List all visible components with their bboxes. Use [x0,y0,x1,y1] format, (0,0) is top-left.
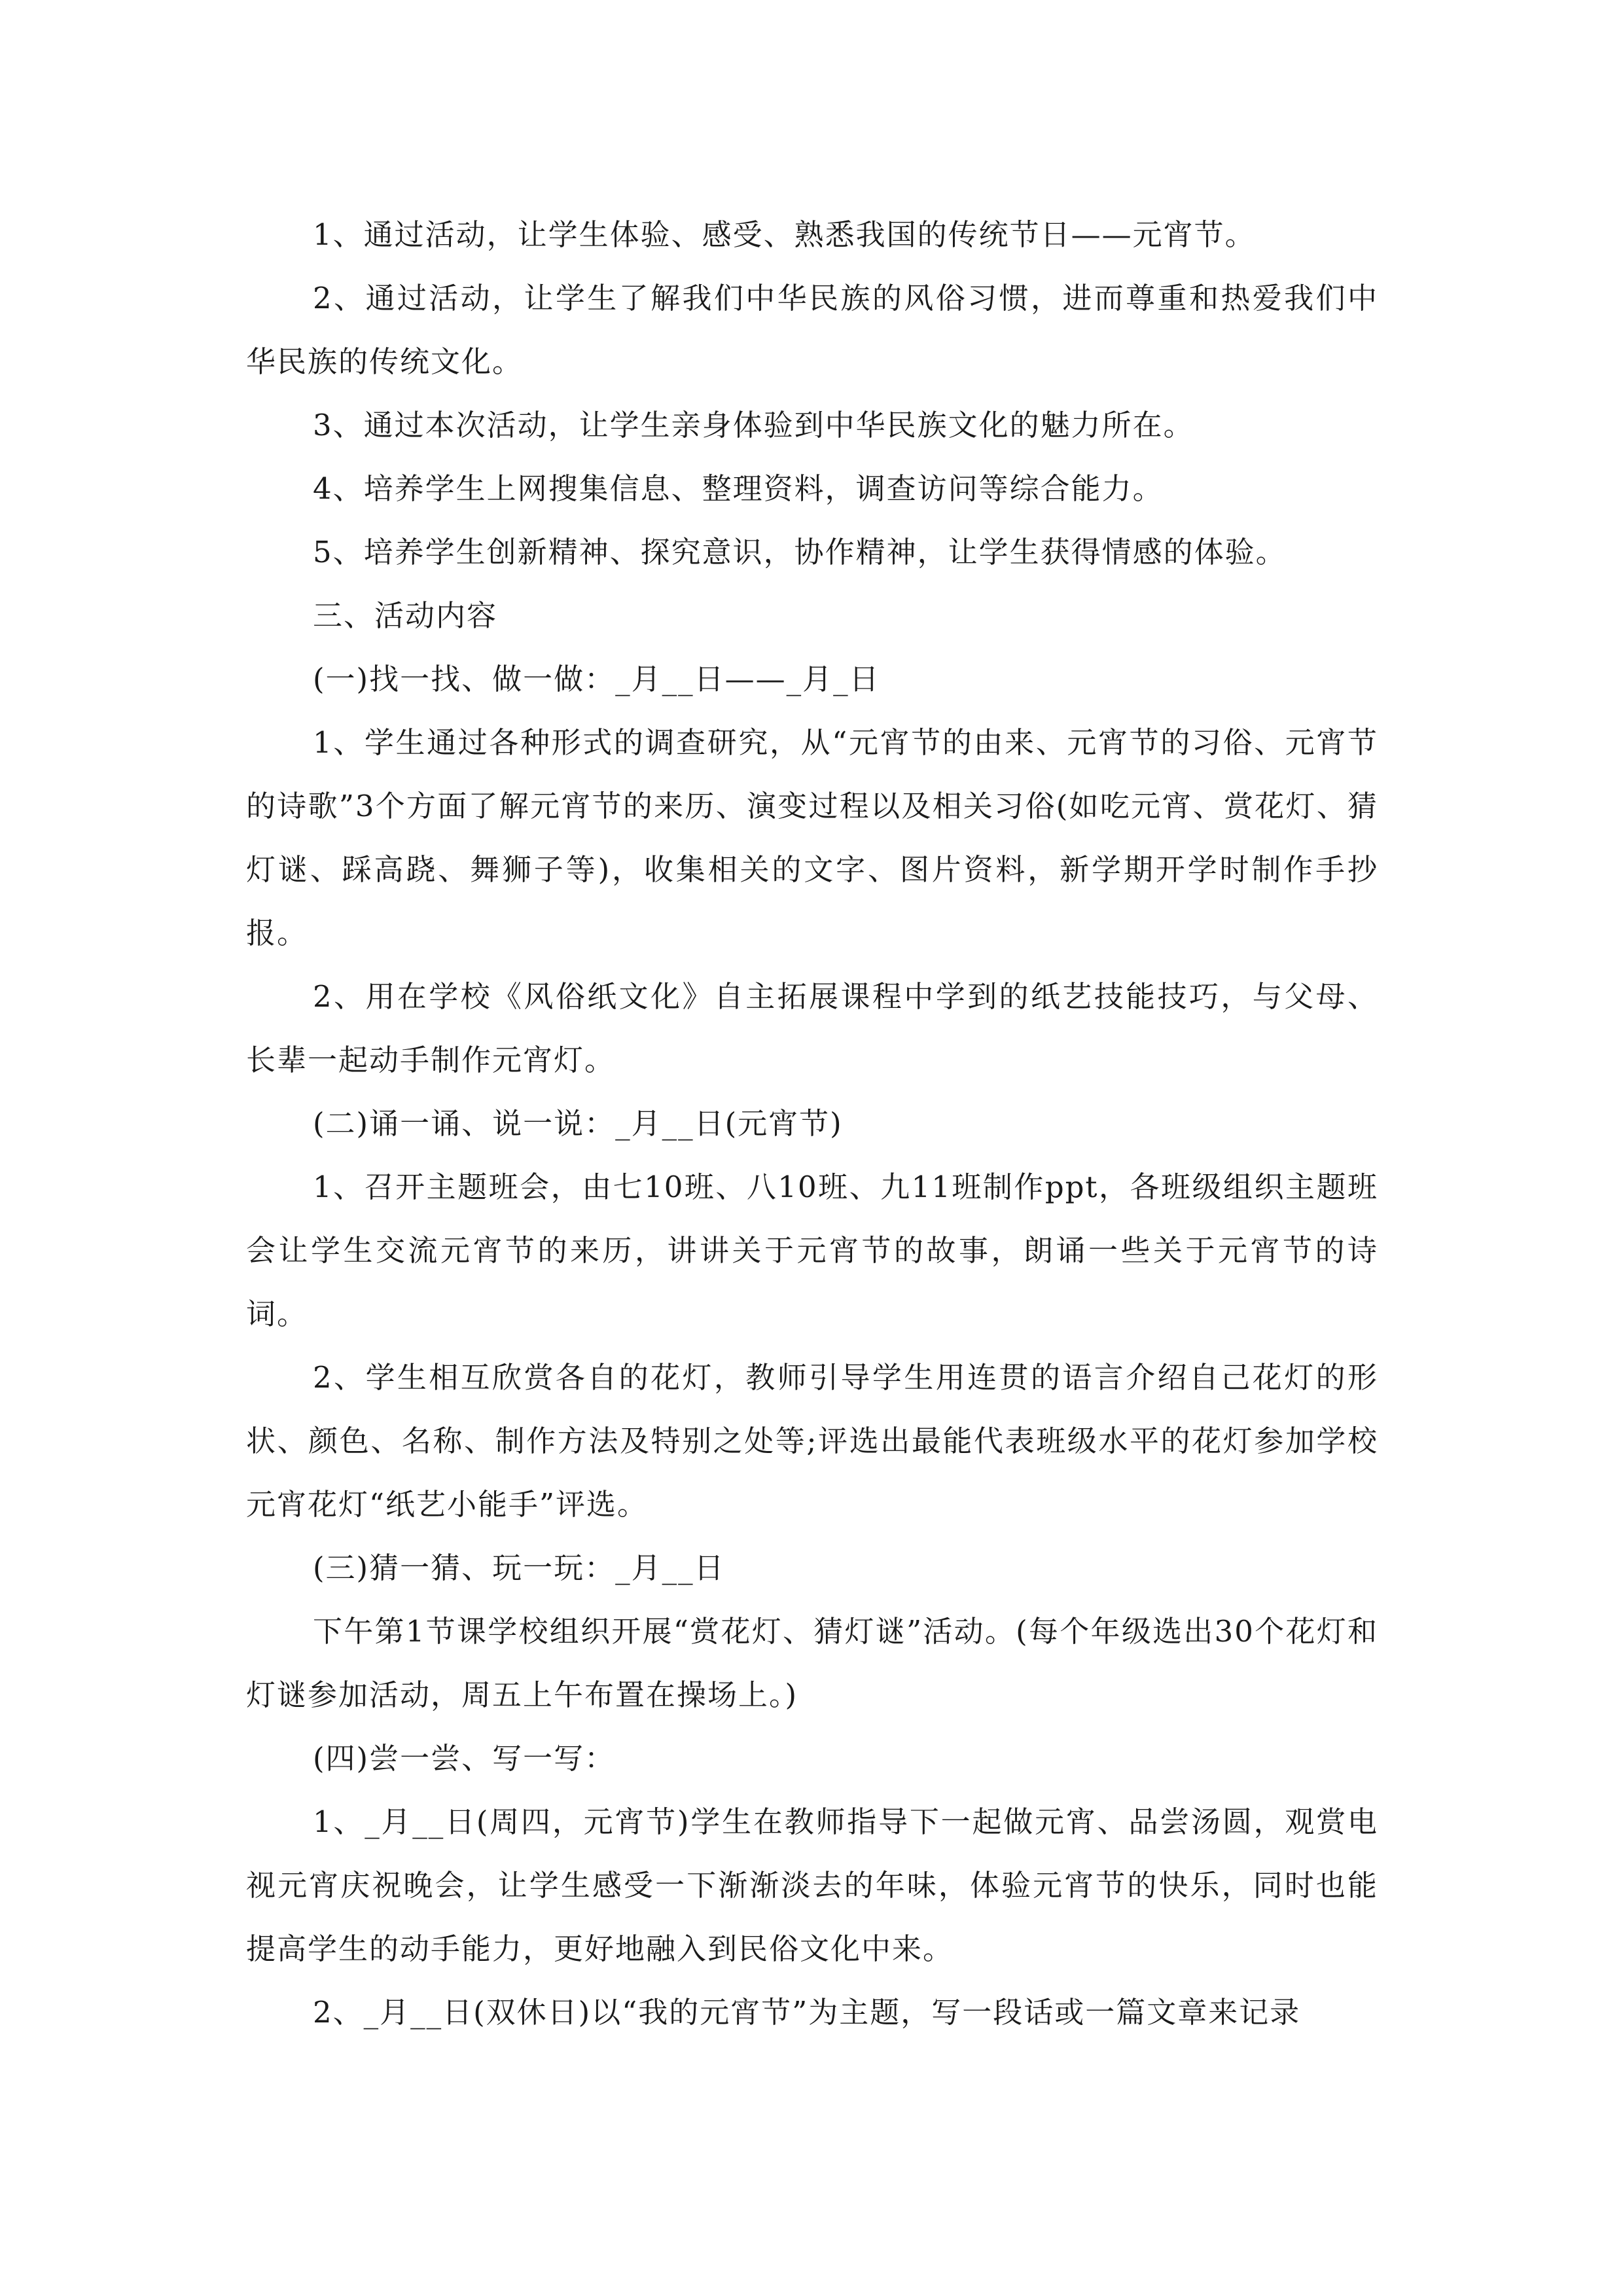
subsection-3-body: 下午第1节课学校组织开展“赏花灯、猜灯谜”活动。(每个年级选出30个花灯和灯谜参加活动，周五上午布置在操场上。) [246,1614,1378,1712]
subsection-4-item-2: 2、_月__日(双休日)以“我的元宵节”为主题，写一段话或一篇文章来记录 [313,1995,1301,2030]
section-heading-activity-content: 三、活动内容 [313,598,498,633]
subsection-1-item-2: 2、用在学校《风俗纸文化》自主拓展课程中学到的纸艺技能技巧，与父母、长辈一起动手制作元宵灯。 [246,979,1378,1077]
subsection-heading-3: (三)猜一猜、玩一玩：_月__日 [313,1551,725,1585]
subsection-2-item-2: 2、学生相互欣赏各自的花灯，教师引导学生用连贯的语言介绍自己花灯的形状、颜色、名称、制作方法及特别之处等;评选出最能代表班级水平的花灯参加学校元宵花灯“纸艺小能手”评选。 [246,1360,1378,1522]
objective-2: 2、通过活动，让学生了解我们中华民族的风俗习惯，进而尊重和热爱我们中华民族的传统文化。 [246,281,1378,379]
subsection-2-item-1: 1、召开主题班会，由七10班、八10班、九11班制作ppt，各班级组织主题班会让学生交流元宵节的来历，讲讲关于元宵节的故事，朗诵一些关于元宵节的诗词。 [246,1170,1378,1331]
subsection-1-item-1: 1、学生通过各种形式的调查研究，从“元宵节的由来、元宵节的习俗、元宵节的诗歌”3个方面了解元宵节的来历、演变过程以及相关习俗(如吃元宵、赏花灯、猜灯谜、踩高跷、舞狮子等)，收集相关的文字、图片资料，新学期开学时制作手抄报。 [246,725,1378,950]
document-body [246,203,1378,2044]
objective-3: 3、通过本次活动，让学生亲身体验到中华民族文化的魅力所在。 [313,408,1194,442]
objective-5: 5、培养学生创新精神、探究意识，协作精神，让学生获得情感的体验。 [313,535,1287,569]
subsection-heading-2: (二)诵一诵、说一说：_月__日(元宵节) [313,1106,843,1141]
objective-1: 1、通过活动，让学生体验、感受、熟悉我国的传统节日——元宵节。 [313,217,1256,252]
subsection-heading-4: (四)尝一尝、写一写： [313,1741,616,1776]
objective-4: 4、培养学生上网搜集信息、整理资料，调查访问等综合能力。 [313,471,1164,506]
subsection-4-item-1: 1、_月__日(周四，元宵节)学生在教师指导下一起做元宵、品尝汤圆，观赏电视元宵庆祝晚会，让学生感受一下渐渐淡去的年味，体验元宵节的快乐，同时也能提高学生的动手能力，更好地融入到民俗文化中来。 [246,1804,1378,1966]
subsection-heading-1: (一)找一找、做一做：_月__日——_月_日 [313,662,880,696]
